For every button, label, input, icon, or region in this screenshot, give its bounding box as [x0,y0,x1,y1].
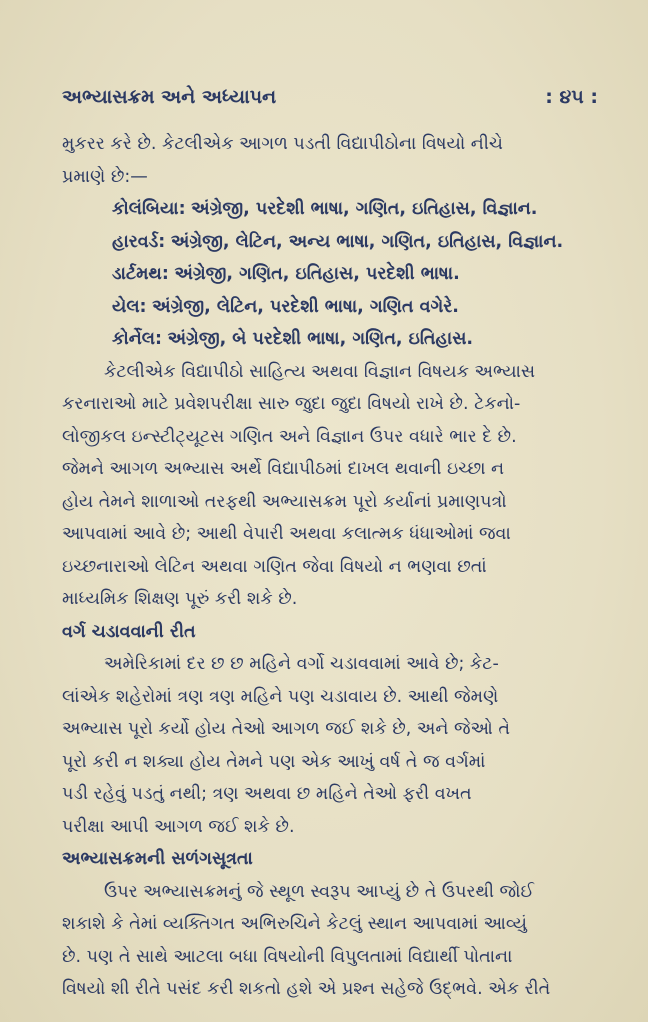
text-line: છે. પણ તે સાથે આટલા બધા વિષયોની વિપુલતામાં વિદ્યાર્થી પોતાના [62,946,513,967]
university-entry [62,193,618,226]
university-subjects: અંગ્રેજી, બે પરદેશી ભાષા, ગણિત, ઇતિહાસ. [167,329,474,349]
text-line: આપવામાં આવે છે; આથી વેપારી અથવા કલાત્મક ધંધાઓમાં જવા [62,524,511,544]
running-head [62,86,610,116]
text-line: કેટલીએક વિદ્યાપીઠો સાહિત્ય અથવા વિજ્ઞાન વિષયક અભ્યાસ [104,361,536,382]
text-line: લાંએક શહેરોમાં ત્રણ ત્રણ મહિને પણ ચડાવાય છે. આથી જેમણે [62,686,499,707]
text-line: પરીક્ષા આપી આગળ જઈ શકે છે. [62,816,295,837]
text-line: પ્રમાણે છે:— [62,166,148,187]
body-text [62,128,618,1006]
university-subjects: અંગ્રેજી, લેટિન, પરદેશી ભાષા, ગણિત વગેરે. [152,296,459,317]
university-subjects: અંગ્રેજી, પરદેશી ભાષા, ગણિત, ઇતિહાસ, વિજ્ઞાન. [191,199,538,219]
university-name: હારવર્ડ: [112,231,166,252]
university-entry [62,226,618,259]
chapter-title: અભ્યાસક્રમ અને અધ્યાપન [62,86,277,108]
text-line: ઇચ્છનારાઓ લેટિન અથવા ગણિત જેવા વિષયો ન ભણવા છતાં [62,556,487,577]
section-heading: અભ્યાસક્રમની સળંગસૂત્રતા [62,849,253,869]
university-entry [62,291,618,324]
text-line: પૂરો કરી ન શક્યા હોય તેમને પણ એક આખું વર્ષ તે જ વર્ગમાં [62,751,486,772]
page-number: : ૪૫ : [545,86,598,108]
university-entry [62,258,618,291]
text-line: પડી રહેવું પડતું નથી; ત્રણ અથવા છ મહિને તેઓ ફરી વખત [62,784,472,804]
text-line: વિષયો શી રીતે પસંદ કરી શકતો હશે એ પ્રશ્ન સહેજે ઉદ્ભવે. એક રીતે [62,979,551,999]
university-subjects: અંગ્રેજી, ગણિત, ઇતિહાસ, પરદેશી ભાષા. [174,264,460,284]
text-line: શકાશે કે તેમાં વ્યક્તિગત અભિરુચિને કેટલું સ્થાન આપવામાં આવ્યું [62,914,527,934]
university-subjects: અંગ્રેજી, લેટિન, અન્ય ભાષા, ગણિત, ઇતિહાસ, વિજ્ઞાન. [170,231,564,252]
text-line: લોજીકલ ઇન્સ્ટીટ્યૂટસ ગણિત અને વિજ્ઞાન ઉપર વધારે ભાર દે છે. [62,426,517,447]
university-name: ડાર્ટમથ: [112,264,169,284]
text-line: હોય તેમને શાળાઓ તરફથી અભ્યાસક્રમ પૂરો કર્યાનાં પ્રમાણપત્રો [62,491,507,512]
university-name: કોલંબિયા: [112,199,186,219]
university-name: કોર્નેલ: [112,329,162,349]
text-line: ઉપર અભ્યાસક્રમનું જે સ્થૂળ સ્વરૂપ આપ્યું છે તે ઉપરથી જોઈ [104,881,534,902]
text-line: અમેરિકામાં દર છ છ મહિને વર્ગો ચડાવવામાં આવે છે; કેટ- [104,654,499,674]
text-line: જેમને આગળ અભ્યાસ અર્થે વિદ્યાપીઠમાં દાખલ થવાની ઇચ્છા ન [62,459,505,479]
university-name: યેલ: [112,296,147,317]
text-line: કરનારાઓ માટે પ્રવેશપરીક્ષા સારુ જુદા જુદા વિષયો રાખે છે. ટેકનો- [62,394,521,414]
text-line: માધ્યમિક શિક્ષણ પૂરું કરી શકે છે. [62,589,298,609]
university-entry [62,323,618,356]
text-line: અભ્યાસ પૂરો કર્યો હોય તેઓ આગળ જઈ શકે છે, અને જેઓ તે [62,719,510,739]
text-line: મુકરર કરે છે. કેટલીએક આગળ પડતી વિદ્યાપીઠોના વિષયો નીચે [62,134,503,154]
section-heading: વર્ગ ચડાવવાની રીત [62,621,196,642]
